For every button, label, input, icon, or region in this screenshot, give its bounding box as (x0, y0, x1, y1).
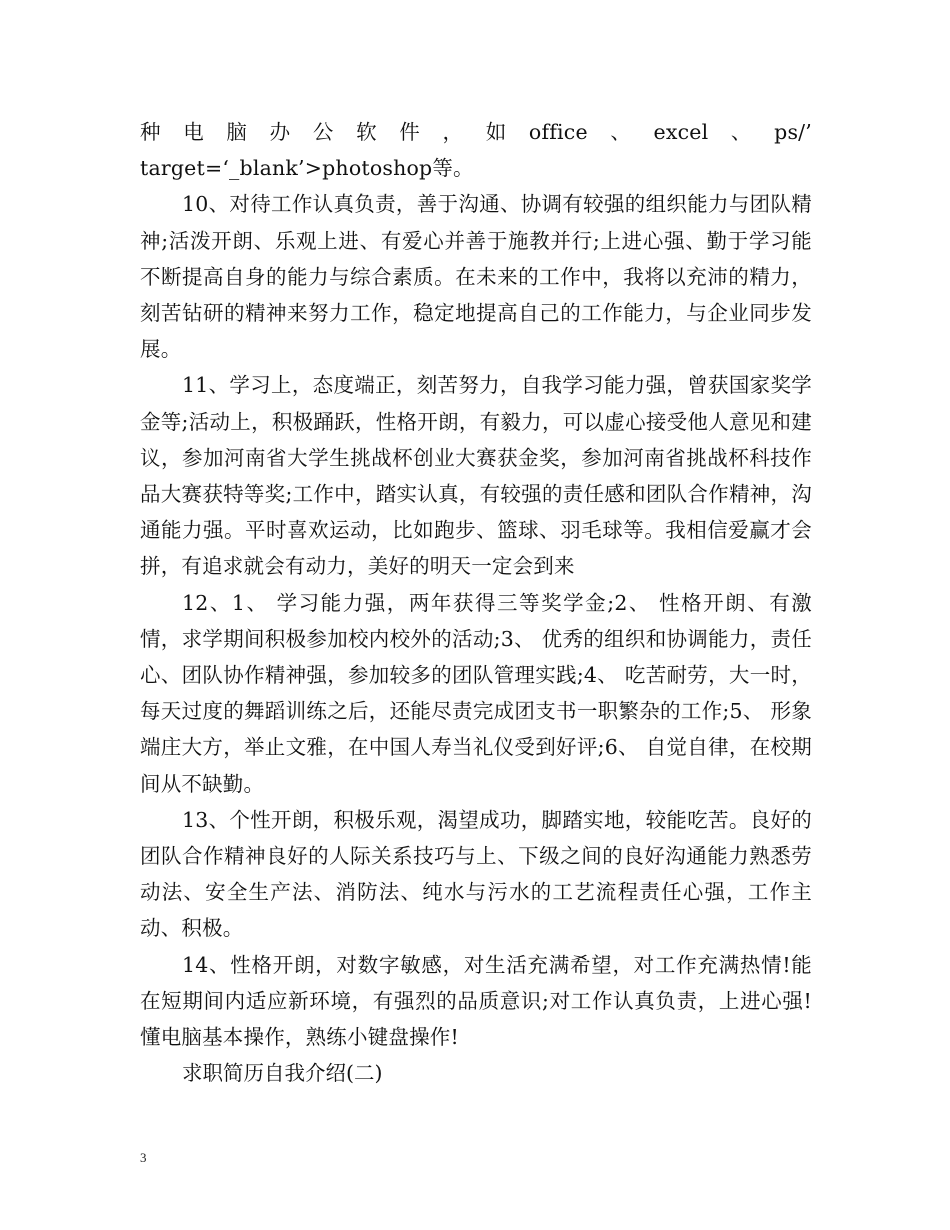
paragraph-item-10: 10、对待工作认真负责，善于沟通、协调有较强的组织能力与团队精神;活泼开朗、乐观上进、有爱心并善于施教并行;上进心强、勤于学习能不断提高自身的能力与综合素质。在未来的工作中，我将以充沛的精力，刻苦钻研的精神来努力工作，稳定地提高自己的工作能力，与企业同步发展。 (140, 192, 812, 362)
paragraph-item-13: 13、个性开朗，积极乐观，渴望成功，脚踏实地，较能吃苦。良好的团队合作精神良好的人际关系技巧与上、下级之间的良好沟通能力熟悉劳动法、安全生产法、消防法、纯水与污水的工艺流程责任心强，工作主动、积极。 (140, 807, 812, 941)
paragraph-software-skills: 种电脑办公软件，如office、excel、ps/’ target=‘_blank’>photoshop等。 (140, 120, 812, 181)
page-number: 3 (140, 1150, 147, 1165)
paragraph-item-14: 14、性格开朗，对数字敏感，对生活充满希望，对工作充满热情!能在短期间内适应新环境，有强烈的品质意识;对工作认真负责，上进心强!懂电脑基本操作，熟练小键盘操作! (140, 952, 812, 1050)
section-heading: 求职简历自我介绍(二) (182, 1061, 383, 1086)
document-body (140, 114, 812, 1091)
paragraph-item-12: 12、1、 学习能力强，两年获得三等奖学金;2、 性格开朗、有激情，求学期间积极参加校内校外的活动;3、 优秀的组织和协调能力，责任心、团队协作精神强，参加较多的团队管理实践;4、 吃苦耐劳，大一时，每天过度的舞蹈训练之后，还能尽责完成团支书一职繁杂的工作;5、 形象端庄大方，举止文雅，在中国人寿当礼仪受到好评;6、 自觉自律，在校期间从不缺勤。 (140, 590, 812, 796)
paragraph-item-11: 11、学习上，态度端正，刻苦努力，自我学习能力强，曾获国家奖学金等;活动上，积极踊跃，性格开朗，有毅力，可以虚心接受他人意见和建议，参加河南省大学生挑战杯创业大赛获金奖，参加河南省挑战杯科技作品大赛获特等奖;工作中，踏实认真，有较强的责任感和团队合作精神，沟通能力强。平时喜欢运动，比如跑步、篮球、羽毛球等。我相信爱赢才会拼，有追求就会有动力，美好的明天一定会到来 (140, 373, 812, 579)
